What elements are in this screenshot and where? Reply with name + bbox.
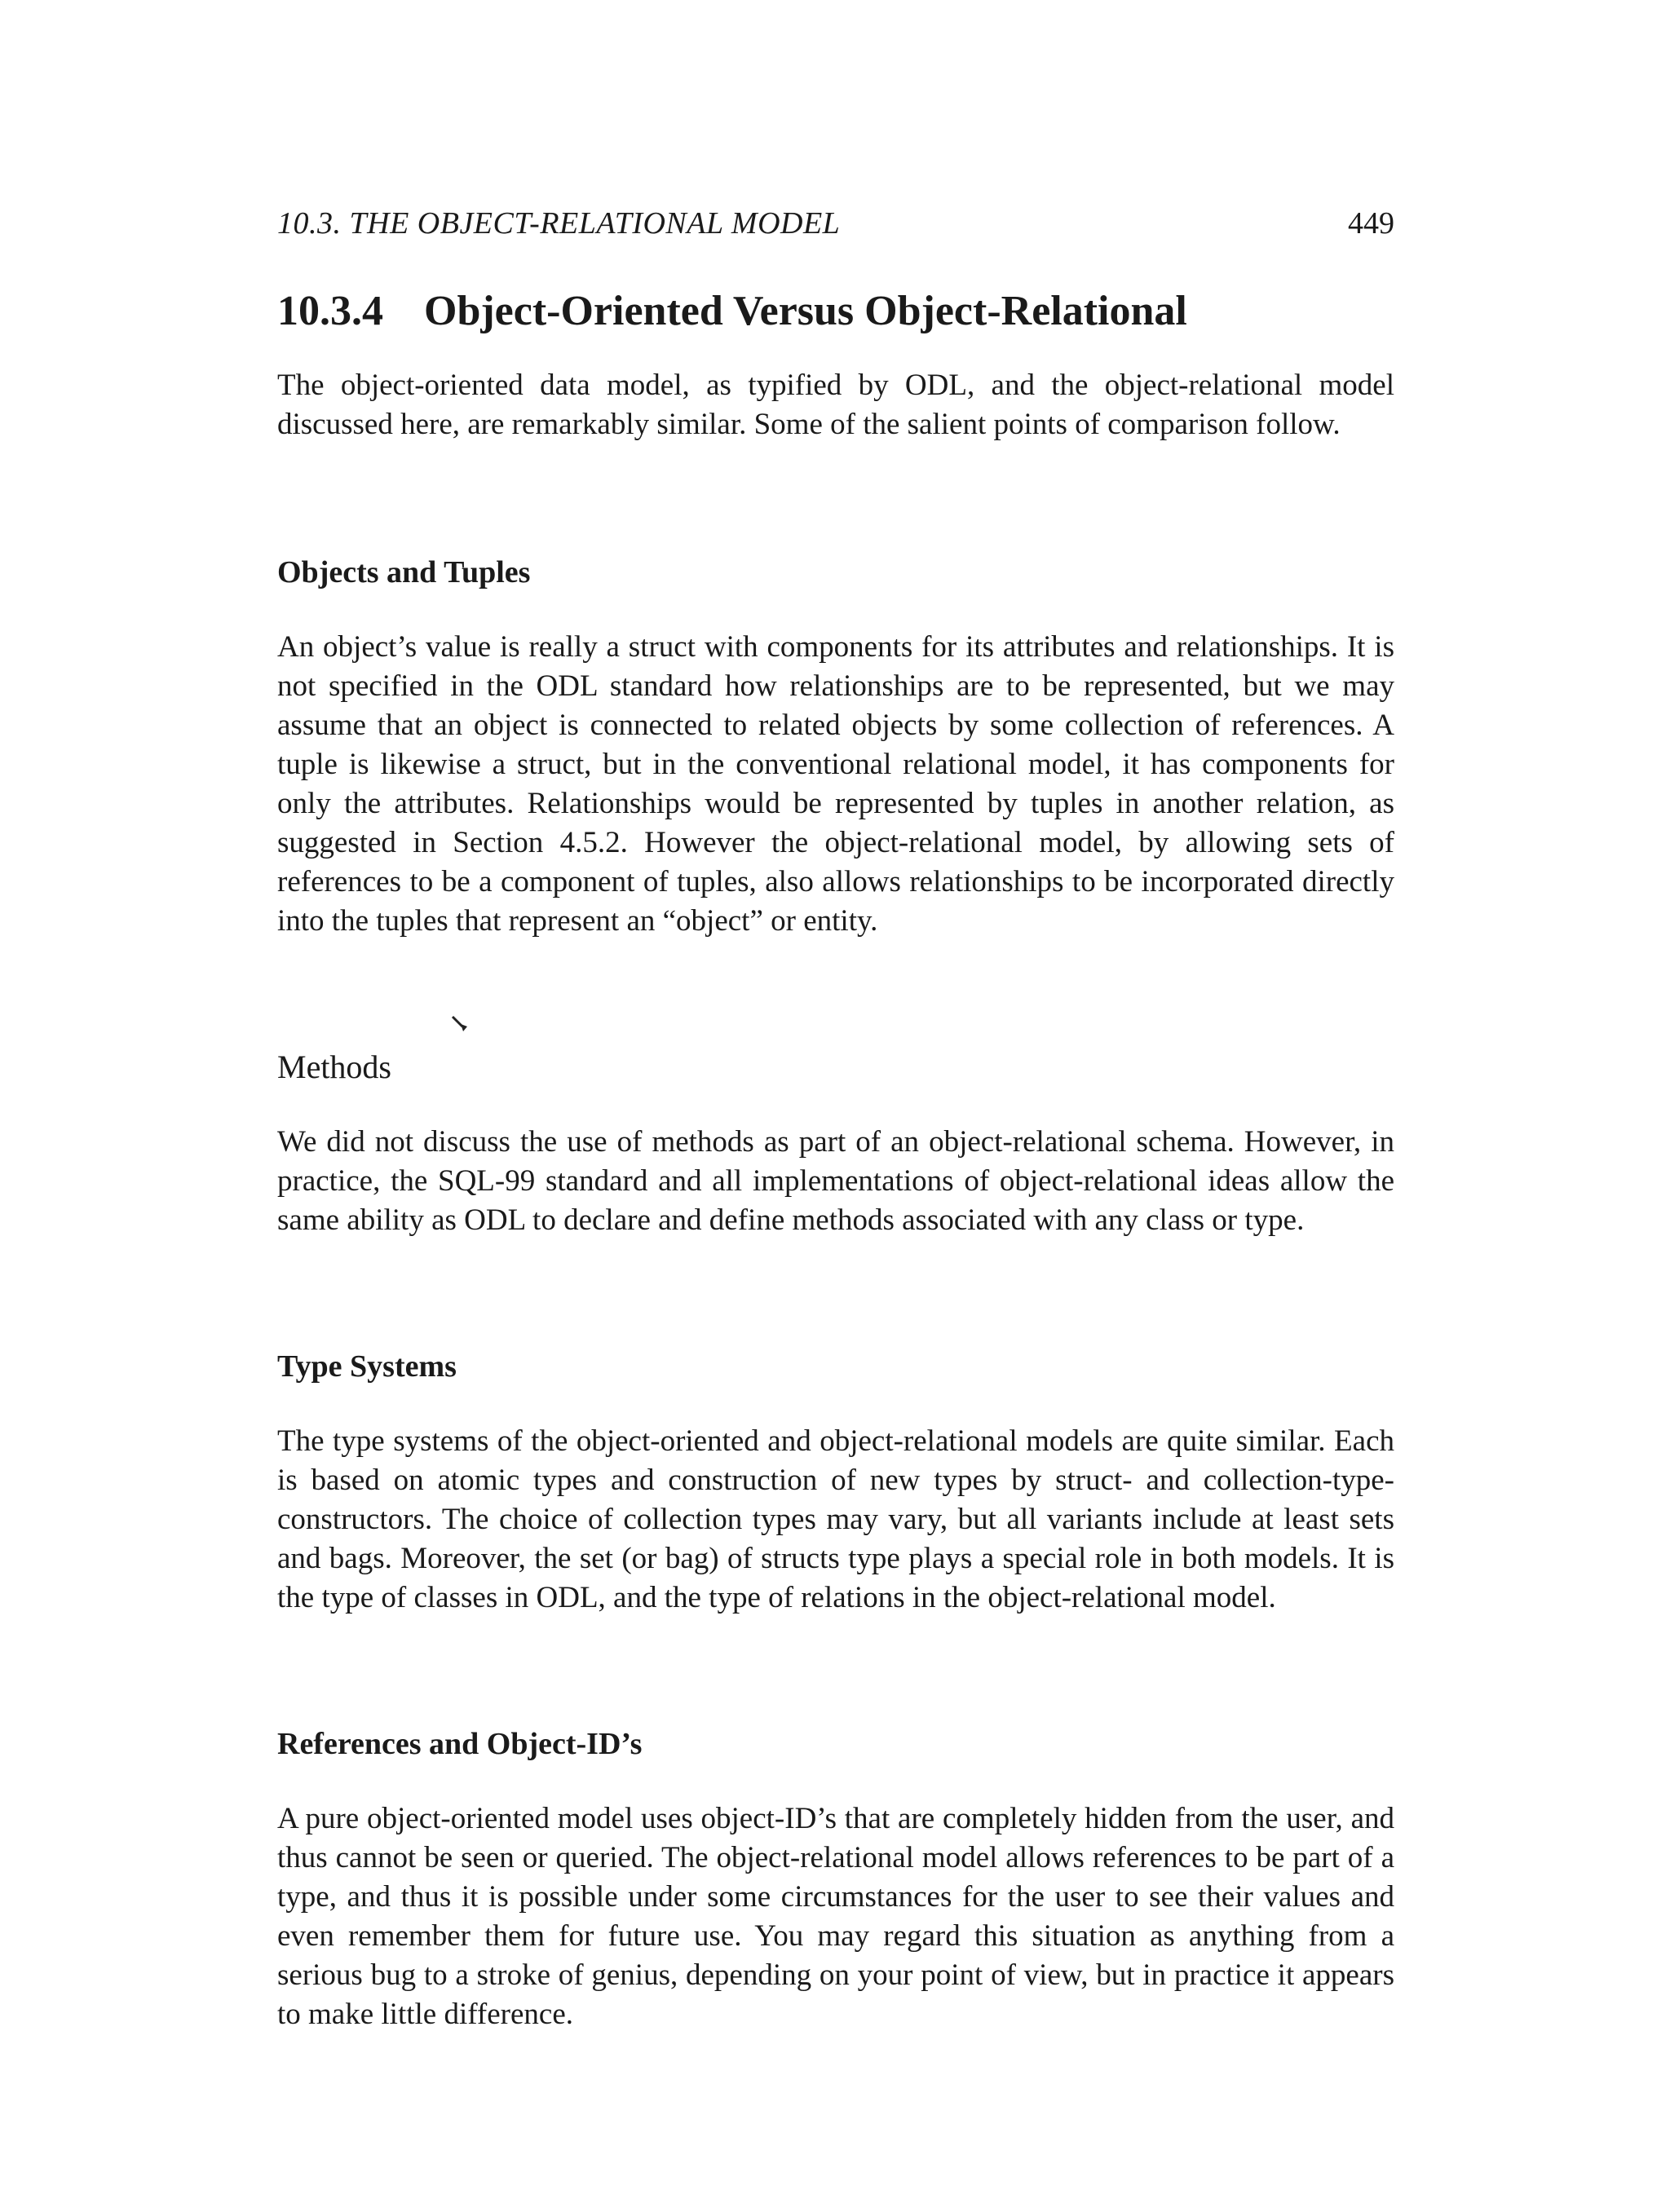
subheading-methods: Methods	[277, 1049, 391, 1085]
chapter-title: 10.3. THE OBJECT-RELATIONAL MODEL	[277, 206, 841, 241]
page-number: 449	[1348, 206, 1394, 241]
section-heading	[277, 285, 1394, 338]
paragraph-methods: We did not discuss the use of methods as part of an object-relational schema. However, in practice, the SQL-99 standard and all implementations of object-relational ideas allow the same ability as ODL to declare and define methods associated with any class or type.	[277, 1125, 1394, 1237]
paragraph-objects-and-tuples: An object’s value is really a struct with components for its attributes and relationships. It is not specified in the ODL standard how relationships are to be represented, but we may assume that an object is connected to related objects by some collection of references. A tuple is likewise a struct, but in the conventional relational model, it has components for only the attributes. Relationships would be represented by tuples in another relation, as suggested in Section 4.5.2. However the object-relational model, by allowing sets of references to be a component of tuples, also allows relationships to be incorporated directly into the tuples that represent an “object” or entity.	[277, 630, 1394, 938]
paragraph-references-and-object-ids: A pure object-oriented model uses object-ID’s that are completely hidden from the user, and thus cannot be seen or queried. The object-relational model allows references to be part of a type, and thus it is possible under some circumstances for the user to see their values and even remember them for future use. You may regard this situation as anything from a serious bug to a stroke of genius, depending on your point of view, but in practice it appears to make little difference.	[277, 1802, 1394, 2031]
section-title: Object-Oriented Versus Object-Relational	[424, 288, 1187, 334]
paragraph-type-systems: The type systems of the object-oriented and object-relational models are quite similar. Each is based on atomic types and construction of new types by struct- and collection-type-constructors. The choice of collection types may vary, but all variants include at least sets and bags. Moreover, the set (or bag) of structs type plays a special role in both models. It is the type of classes in ODL, and the type of relations in the object-relational model.	[277, 1424, 1394, 1614]
running-head	[277, 204, 1394, 243]
subheading-references-and-object-ids: References and Object-ID’s	[277, 1727, 643, 1761]
subheading-objects-and-tuples: Objects and Tuples	[277, 555, 531, 589]
stray-pen-mark	[451, 1015, 471, 1033]
subheading-type-systems: Type Systems	[277, 1349, 457, 1384]
section-number: 10.3.4	[277, 288, 383, 334]
intro-paragraph: The object-oriented data model, as typified by ODL, and the object-relational model discussed here, are remarkably similar. Some of the salient points of comparison follow.	[277, 369, 1394, 441]
